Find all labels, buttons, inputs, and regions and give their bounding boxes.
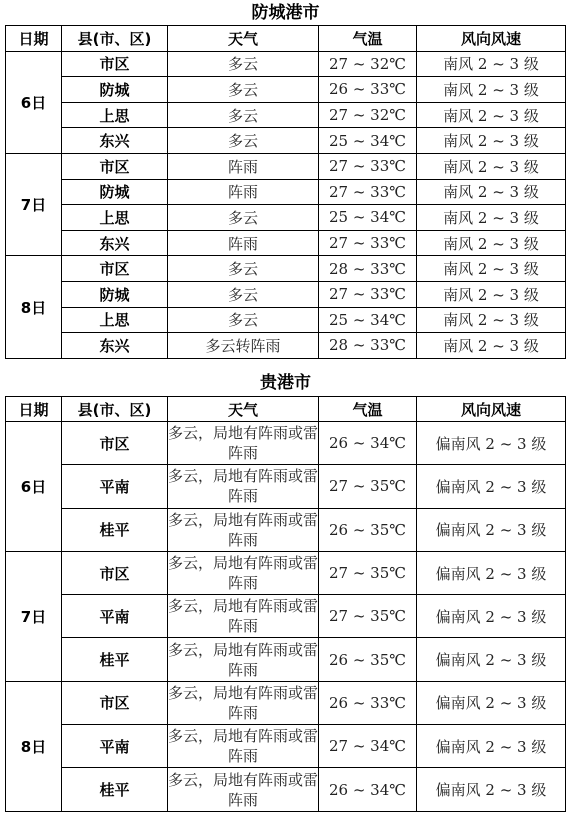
header-temperature: 气温: [319, 397, 417, 422]
date-cell: 8日: [6, 256, 62, 358]
temperature-cell: 27 ~ 33℃: [319, 179, 417, 205]
temperature-cell: 27 ~ 35℃: [319, 465, 417, 508]
temperature-cell: 26 ~ 35℃: [319, 638, 417, 681]
table-row: [6, 638, 566, 681]
temperature-cell: 27 ~ 35℃: [319, 595, 417, 638]
wind-cell: 偏南风 2 ~ 3 级: [417, 508, 566, 551]
date-cell: 8日: [6, 681, 62, 811]
wind-cell: 偏南风 2 ~ 3 级: [417, 681, 566, 724]
temperature-cell: 25 ~ 34℃: [319, 128, 417, 154]
county-cell: 平南: [62, 465, 168, 508]
county-cell: 东兴: [62, 128, 168, 154]
county-cell: 市区: [62, 681, 168, 724]
county-cell: 市区: [62, 153, 168, 179]
weather-cell: 阵雨: [168, 179, 319, 205]
table-row: [6, 508, 566, 551]
temperature-cell: 27 ~ 32℃: [319, 102, 417, 128]
weather-cell: 多云，局地有阵雨或雷阵雨: [168, 595, 319, 638]
temperature-cell: 28 ~ 33℃: [319, 333, 417, 359]
table-row: [6, 422, 566, 465]
county-cell: 平南: [62, 725, 168, 768]
table-row: [6, 102, 566, 128]
temperature-cell: 27 ~ 33℃: [319, 281, 417, 307]
weather-cell: 阵雨: [168, 230, 319, 256]
city-title-fangchenggang: 防城港市: [251, 3, 320, 23]
weather-cell: 多云: [168, 51, 319, 77]
wind-cell: 偏南风 2 ~ 3 级: [417, 595, 566, 638]
wind-cell: 偏南风 2 ~ 3 级: [417, 768, 566, 811]
temperature-cell: 25 ~ 34℃: [319, 205, 417, 231]
county-cell: 市区: [62, 51, 168, 77]
temperature-cell: 25 ~ 34℃: [319, 307, 417, 333]
weather-cell: 阵雨: [168, 153, 319, 179]
header-county: 县(市、区): [62, 26, 168, 52]
county-cell: 东兴: [62, 333, 168, 359]
temperature-cell: 27 ~ 32℃: [319, 51, 417, 77]
weather-cell: 多云，局地有阵雨或雷阵雨: [168, 465, 319, 508]
wind-cell: 南风 2 ~ 3 级: [417, 51, 566, 77]
forecast-table-guigang: [5, 396, 566, 812]
table-row: [6, 725, 566, 768]
wind-cell: 南风 2 ~ 3 级: [417, 128, 566, 154]
table-row: [6, 153, 566, 179]
temperature-cell: 26 ~ 33℃: [319, 681, 417, 724]
county-cell: 上思: [62, 205, 168, 231]
temperature-cell: 26 ~ 34℃: [319, 422, 417, 465]
wind-cell: 偏南风 2 ~ 3 级: [417, 422, 566, 465]
header-temperature: 气温: [319, 26, 417, 52]
table-row: [6, 281, 566, 307]
table-row: [6, 465, 566, 508]
weather-cell: 多云: [168, 128, 319, 154]
table-row: [6, 681, 566, 724]
table-row: [6, 768, 566, 811]
table-header-row: [6, 397, 566, 422]
temperature-cell: 27 ~ 34℃: [319, 725, 417, 768]
date-cell: 6日: [6, 422, 62, 552]
table-row: [6, 595, 566, 638]
wind-cell: 南风 2 ~ 3 级: [417, 230, 566, 256]
wind-cell: 南风 2 ~ 3 级: [417, 153, 566, 179]
weather-cell: 多云，局地有阵雨或雷阵雨: [168, 725, 319, 768]
county-cell: 东兴: [62, 230, 168, 256]
weather-cell: 多云: [168, 307, 319, 333]
forecast-table-fangchenggang: [5, 25, 566, 359]
county-cell: 市区: [62, 551, 168, 594]
weather-cell: 多云，局地有阵雨或雷阵雨: [168, 681, 319, 724]
wind-cell: 南风 2 ~ 3 级: [417, 256, 566, 282]
table-header-row: [6, 26, 566, 52]
county-cell: 上思: [62, 307, 168, 333]
header-wind: 风向风速: [417, 397, 566, 422]
table-row: [6, 77, 566, 103]
wind-cell: 偏南风 2 ~ 3 级: [417, 551, 566, 594]
table-row: [6, 551, 566, 594]
county-cell: 防城: [62, 281, 168, 307]
wind-cell: 南风 2 ~ 3 级: [417, 205, 566, 231]
wind-cell: 偏南风 2 ~ 3 级: [417, 725, 566, 768]
temperature-cell: 28 ~ 33℃: [319, 256, 417, 282]
city-title-guigang: 贵港市: [260, 373, 311, 393]
weather-cell: 多云，局地有阵雨或雷阵雨: [168, 551, 319, 594]
header-weather: 天气: [168, 397, 319, 422]
temperature-cell: 27 ~ 33℃: [319, 153, 417, 179]
weather-cell: 多云: [168, 256, 319, 282]
table-row: [6, 230, 566, 256]
county-cell: 桂平: [62, 768, 168, 811]
weather-cell: 多云，局地有阵雨或雷阵雨: [168, 768, 319, 811]
weather-cell: 多云: [168, 281, 319, 307]
county-cell: 桂平: [62, 508, 168, 551]
date-cell: 7日: [6, 551, 62, 681]
wind-cell: 偏南风 2 ~ 3 级: [417, 465, 566, 508]
wind-cell: 南风 2 ~ 3 级: [417, 77, 566, 103]
header-date: 日期: [6, 26, 62, 52]
wind-cell: 偏南风 2 ~ 3 级: [417, 638, 566, 681]
date-cell: 7日: [6, 153, 62, 255]
table-row: [6, 205, 566, 231]
weather-cell: 多云，局地有阵雨或雷阵雨: [168, 508, 319, 551]
temperature-cell: 26 ~ 34℃: [319, 768, 417, 811]
wind-cell: 南风 2 ~ 3 级: [417, 333, 566, 359]
date-cell: 6日: [6, 51, 62, 153]
table-row: [6, 128, 566, 154]
wind-cell: 南风 2 ~ 3 级: [417, 102, 566, 128]
weather-cell: 多云: [168, 205, 319, 231]
header-wind: 风向风速: [417, 26, 566, 52]
county-cell: 上思: [62, 102, 168, 128]
header-date: 日期: [6, 397, 62, 422]
weather-cell: 多云，局地有阵雨或雷阵雨: [168, 638, 319, 681]
temperature-cell: 26 ~ 33℃: [319, 77, 417, 103]
county-cell: 市区: [62, 422, 168, 465]
county-cell: 市区: [62, 256, 168, 282]
table-row: [6, 51, 566, 77]
table-row: [6, 307, 566, 333]
weather-cell: 多云: [168, 102, 319, 128]
temperature-cell: 27 ~ 33℃: [319, 230, 417, 256]
temperature-cell: 27 ~ 35℃: [319, 551, 417, 594]
county-cell: 防城: [62, 179, 168, 205]
weather-cell: 多云: [168, 77, 319, 103]
header-county: 县(市、区): [62, 397, 168, 422]
wind-cell: 南风 2 ~ 3 级: [417, 179, 566, 205]
table-row: [6, 179, 566, 205]
county-cell: 防城: [62, 77, 168, 103]
county-cell: 桂平: [62, 638, 168, 681]
county-cell: 平南: [62, 595, 168, 638]
weather-cell: 多云，局地有阵雨或雷阵雨: [168, 422, 319, 465]
wind-cell: 南风 2 ~ 3 级: [417, 281, 566, 307]
header-weather: 天气: [168, 26, 319, 52]
table-row: [6, 333, 566, 359]
temperature-cell: 26 ~ 35℃: [319, 508, 417, 551]
weather-cell: 多云转阵雨: [168, 333, 319, 359]
wind-cell: 南风 2 ~ 3 级: [417, 307, 566, 333]
table-row: [6, 256, 566, 282]
